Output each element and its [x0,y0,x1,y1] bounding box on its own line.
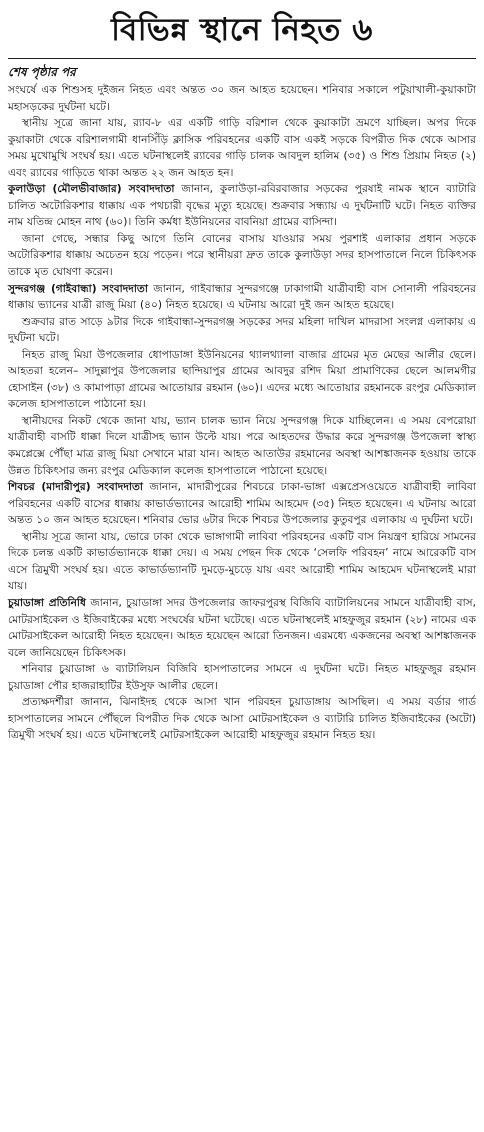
article-paragraph [8,281,476,314]
article-paragraph [8,347,476,413]
article-paragraph [8,181,476,231]
correspondent-dateline: চুয়াডাঙ্গা প্রতিনিধি [8,596,86,609]
paragraph-text: সংঘর্ষে এক শিশুসহ দুইজন নিহত এবং অন্তত ৩০ জন আহত হয়েছেন। শনিবার সকালে পটুয়াখালী-কুয়াকাটা মহাসড়কের দুর্ঘটনা ঘটে। [8,84,476,113]
article-paragraph [8,595,476,661]
article-paragraph [8,694,476,744]
article-paragraph [8,529,476,595]
article-paragraph [8,314,476,347]
correspondent-dateline: কুলাউড়া (মৌলভীবাজার) সংবাদদাতা [8,183,175,196]
article-paragraph [8,661,476,694]
paragraph-text: জানান, মাদারীপুরের শিবচরে ঢাকা-ভাঙ্গা এক্সপ্রেসওয়েতে যাত্রীবাহী লাবিবা পরিবহনের একটি বাসের ধাক্কায় কাভার্ডভ্যানের আরোহী শামিম আহমেদ (৩৫) নিহত হয়েছেন। এ ঘটনায় আরো অন্তত ১০ জন আহত হয়েছেন। শনিবার ভোর ৬টার দিকে শিবচর উপজেলার কুতুবপুর এলাকায় এ দুর্ঘটনা ঘটে। [8,481,476,527]
article-paragraph [8,479,476,529]
headline-divider [8,58,476,59]
continued-from-label: শেষ পৃষ্ঠার পর [8,65,76,79]
headline: বিভিন্ন স্থানে নিহত ৬ [111,12,373,48]
correspondent-dateline: শিবচর (মাদারীপুর) সংবাদদাতা [8,481,143,494]
correspondent-dateline: সুন্দরগঞ্জ (গাইবান্ধা) সংবাদদাতা [8,282,148,295]
paragraph-text: শনিবার চুয়াডাঙ্গা ৬ ব্যাটালিয়ন বিজিবি হাসপাতালের সামনে এ দুর্ঘটনা ঘটে। নিহত মাহফুজুর রহমান চুয়াডাঙ্গা পৌর হাজরাহাটির ইউসুফ আলীর ছেলে। [8,663,476,692]
paragraph-text: স্থানীয় সূত্রে জানা যায়, ভোরে ঢাকা থেকে ভাঙ্গাগামী লাবিবা পরিবহনের একটি বাস নিয়ন্ত্রণ হারিয়ে সামনের দিকে চলন্ত একটি কাভার্ডভ্যানকে ধাক্কা দেয়। এ সময় পেছন দিক থেকে ‘সেলফি পরিবহন’ নামে আরেকটি বাস এসে ত্রিমুখী সংঘর্ষ হয়। এতে কাভার্ডভ্যানটি দুমড়ে-মুচড়ে যায় এবং আরোহী শামিম আহমেদ ঘটনাস্থলেই মারা যায়। [8,530,476,593]
article-paragraph [8,413,476,479]
paragraph-text: স্থানীয়দের নিকট থেকে জানা যায়, ভ্যান চালক ভ্যান নিয়ে সুন্দরগঞ্জ দিকে যাচ্ছিলেন। এ সময় বেপরোয়া যাত্রীবাহী বাসটি ধাক্কা দিলে যাত্রীসহ ভ্যান উল্টে যায়। পরে আহতদের উদ্ধার করে সুন্দরগঞ্জ উপজেলা স্বাস্থ্য কমপ্লেক্সে পৌঁছা মাত্র রাজু মিয়া সেখানে মারা যান। আহত আতাউর রহমানের অবস্থা আশঙ্কাজনক হওয়ায় তাকে উন্নত চিকিৎসার জন্য রংপুর মেডিক্যাল কলেজ হাসপাতালে পাঠানো হয়েছে। [8,414,476,477]
paragraph-text: জানান, কুলাউড়া-রবিরবাজার সড়কের পুরষাই নামক স্থানে ব্যাটারি চালিত অটোরিকশার ধাক্কায় এক পথচারী বৃদ্ধের মৃত্যু হয়েছে। শুক্রবার সন্ধ্যায় এ দুর্ঘটনাটি ঘটে। নিহত ব্যক্তির নাম যতিন্দ্র মোহন নাথ (৬০)। তিনি কর্মধা ইউনিয়নের বাবনিয়া গ্রামের বাসিন্দা। [8,183,476,229]
paragraph-text: জানা গেছে, সন্ধার কিছু আগে তিনি বোনের বাসায় যাওয়ার সময় পুরশাই এলাকার প্রধান সড়কে অটোরিকশার ধাক্কায় অচেতন হয়ে পড়েন। পরে স্থানীয়রা দ্রুত তাকে কুলাউড়া সদর হাসপাতালে নিলে চিকিৎসক তাকে মৃত ঘোষণা করেন। [8,232,476,279]
paragraph-text: প্রত্যক্ষদর্শীরা জানান, ঝিনাইদহ থেকে আসা খান পরিবহন চুয়াডাঙ্গায় আসছিল। এ সময় বর্ডার গার্ড হাসপাতালের সামনে পৌঁছলে বিপরীত দিক থেকে আসা মোটরসাইকেল ও ব্যাটারি চালিত ইজিবাইকের (অটো) ত্রিমুখী সংঘর্ষ হয়। এতে ঘটনাস্থলেই মোটরসাইকেল আরোহী মাহফুজুর রহমান নিহত হয়। [8,696,476,742]
article-paragraph [8,82,476,115]
paragraph-text: জানান, চুয়াডাঙ্গা সদর উপজেলার জাফরপুরস্থ বিজিবি ব্যাটালিয়নের সামনে যাত্রীবাহী বাস, মোটরসাইকেল ও ইজিবাইকের মধ্যে সংঘর্ষের ঘটনা ঘটেছে। এতে ঘটনাস্থলেই মাহফুজুর রহমান (২৮) নামের এক মোটরসাইকেল আরোহী নিহত হয়েছেন। আহত হয়েছেন আরো তিনজন। এরমধ্যে একজনের অবস্থা আশঙ্কাজনক বলে জানিয়েছেন চিকিৎসক। [8,596,477,659]
article-paragraph [8,115,476,181]
article-paragraph [8,231,476,281]
paragraph-text: শুক্রবার রাত সাড়ে ৯টার দিকে গাইবান্ধা-সুন্দরগঞ্জ সড়কের সদর মহিলা দাখিল মাদরাসা সংলগ্ন এলাকায় এ দুর্ঘটনা ঘটে। [8,315,476,345]
paragraph-text: জানান, গাইবান্ধার সুন্দরগঞ্জে ঢাকাগামী যাত্রীবাহী বাস সোনালী পরিবহনের ধাক্কায় ভ্যানের যাত্রী রাজু মিয়া (৪০) নিহত হয়েছে। এ ঘটনায় আরো দুই জন আহত হয়েছে। [8,282,476,312]
paragraph-text: স্থানীয় সূত্রে জানা যায়, র‍্যাব-৮ এর একটি গাড়ি বরিশাল থেকে কুয়াকাটা ভ্রমণে যাচ্ছিল। অপর দিকে কুয়াকাটা থেকে বরিশালগামী ধানসিঁড়ি ক্লাসিক পরিবহনের একটি বাস একই সড়কে বিপরীত দিক থেকে আসার সময় মুখোমুখি সংঘর্ষ হয়। এতে ঘটনাস্থলেই র‍্যাবের গাড়ি চালক আবদুল হালিম (৩৫) ও শিশু প্রিয়াম নিহত (২) এবং র‍্যাবের গাড়িতে থাকা অন্তত ২২ জন আহত হন। [8,117,476,179]
paragraph-text: নিহত রাজু মিয়া উপজেলার ধোপাডাঙ্গা ইউনিয়নের থ্যালথ্যালা বাজার গ্রামের মৃত মেছের আলীর ছেলে। আহতরা হলেন– সাদুল্লাপুর উপজেলার ছান্দিয়াপুর গ্রামের আবদুর রশিদ মিয়া প্রামাণিকের ছেলে আলমগীর হোসাইন (৩৮) ও কামাপাড়া গ্রামের আতোয়ার রহমান (৬০)। এদের মধ্যে আতোয়ার রহমানকে রংপুর মেডিক্যাল কলেজ হাসপাতালে পাঠানো হয়। [8,348,476,411]
